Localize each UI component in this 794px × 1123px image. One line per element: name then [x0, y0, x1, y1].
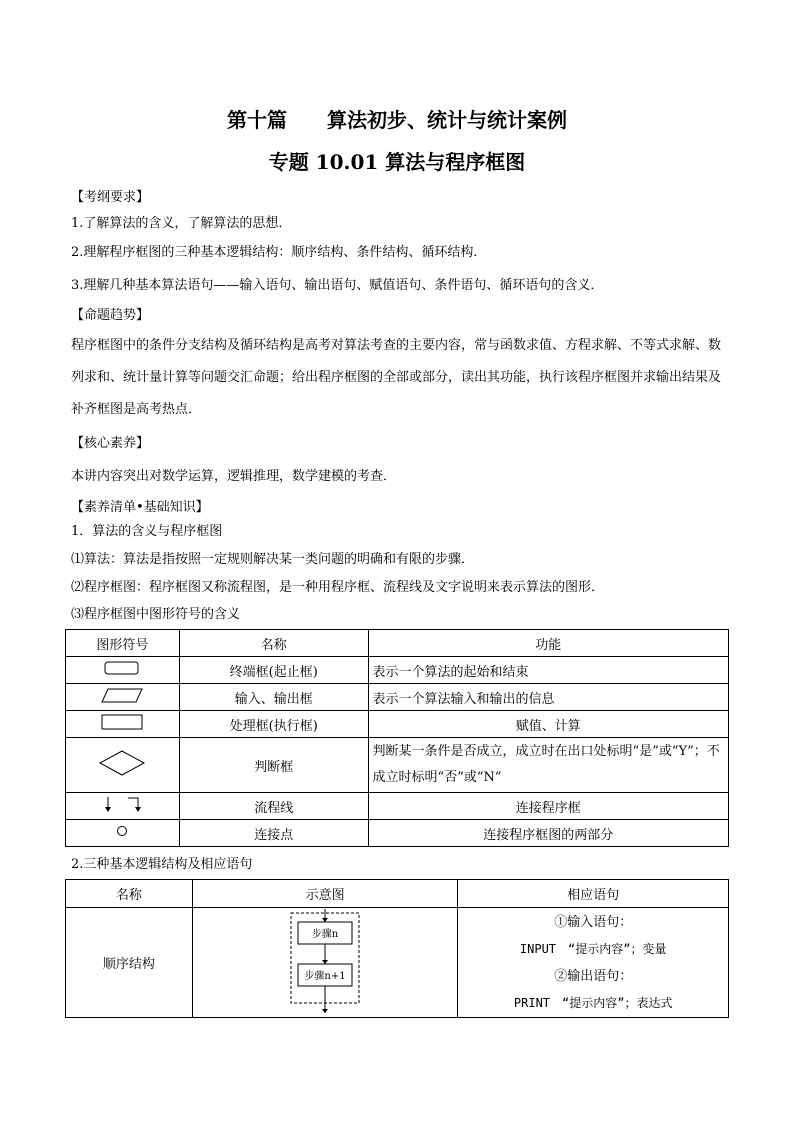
connector-symbol	[66, 820, 180, 847]
section-1-p3: ⑶程序框图中图形符号的含义	[71, 607, 241, 622]
terminal-box-symbol	[66, 657, 180, 684]
decision-box-symbol	[66, 738, 180, 793]
section-2-title: 2.三种基本逻辑结构及相应语句	[71, 857, 253, 872]
circle-icon	[112, 823, 132, 839]
kgyq-item-2: 2.理解程序框图的三种基本逻辑结构：顺序结构、条件结构、循环结构．	[71, 245, 487, 260]
process-box-symbol	[66, 711, 180, 738]
row-name: 判断框	[179, 738, 368, 793]
step-n1-label: 步骤n+1	[304, 970, 346, 982]
table-row	[66, 738, 729, 793]
mtqs-paragraph: 程序框图中的条件分支结构及循环结构是高考对算法考查的主要内容，常与函数求值、方程求解、不等式求解、数列求和、统计量计算等问题交汇命题；给出程序框图的全部或部分，读出其功能，执行该程序框图并求输出结果及补齐框图是高考热点．	[71, 338, 722, 417]
statements-cell	[458, 908, 729, 1018]
io-box-symbol	[66, 684, 180, 711]
rounded-rect-icon	[102, 659, 142, 677]
symbol-table	[65, 629, 729, 847]
row-name: 处理框(执行框)	[179, 711, 368, 738]
kgyq-item-1: 1.了解算法的含义，了解算法的思想．	[71, 216, 292, 231]
output-statement-label: ②输出语句：	[554, 968, 633, 984]
row-function: 表示一个算法的起始和结束	[368, 657, 728, 684]
header-name: 名称	[179, 630, 368, 657]
arrow-lines-icon	[100, 794, 144, 814]
flow-line-symbol	[66, 793, 180, 820]
table-header-row	[66, 880, 729, 908]
header-statements: 相应语句	[458, 880, 729, 908]
structure-table	[65, 879, 729, 1018]
header-diagram: 示意图	[192, 880, 458, 908]
topic-title: 专题 10.01 算法与程序框图	[268, 150, 526, 174]
row-name: 输入、输出框	[179, 684, 368, 711]
hxsy-heading: 【核心素养】	[71, 436, 150, 451]
input-statement: INPUT “提示内容”；变量	[519, 941, 667, 956]
table-row	[66, 908, 729, 1018]
input-statement-label: ①输入语句：	[554, 914, 633, 930]
header-name: 名称	[66, 880, 193, 908]
table-row	[66, 711, 729, 738]
kgyq-heading: 【考纲要求】	[71, 190, 150, 205]
diamond-icon	[98, 749, 146, 777]
table-row	[66, 793, 729, 820]
row-function: 赋值、计算	[368, 711, 728, 738]
structure-name: 顺序结构	[66, 908, 193, 1018]
rectangle-icon	[100, 713, 144, 731]
sequence-diagram-cell	[192, 908, 458, 1018]
hxsy-paragraph: 本讲内容突出对数学运算，逻辑推理，数学建模的考查．	[71, 469, 397, 484]
step-n-label: 步骤n	[311, 928, 339, 940]
sequence-diagram	[285, 909, 365, 1013]
row-function: 连接程序框图的两部分	[368, 820, 728, 847]
row-name: 流程线	[179, 793, 368, 820]
parallelogram-icon	[100, 686, 144, 704]
table-row	[66, 820, 729, 847]
table-row	[66, 657, 729, 684]
section-1-p2: ⑵程序框图：程序框图又称流程图，是一种用程序框、流程线及文字说明来表示算法的图形．	[71, 580, 605, 595]
row-name: 连接点	[179, 820, 368, 847]
mtqs-heading: 【命题趋势】	[71, 308, 150, 323]
chapter-title: 第十篇 算法初步、统计与统计案例	[227, 108, 567, 132]
row-function: 表示一个算法输入和输出的信息	[368, 684, 728, 711]
kgyq-item-3: 3.理解几种基本算法语句——输入语句、输出语句、赋值语句、条件语句、循环语句的含义．	[71, 278, 604, 293]
section-1-title: 1．算法的含义与程序框图	[71, 524, 223, 539]
row-function: 判断某一条件是否成立，成立时在出口处标明“是”或“Y”；不成立时标明“否”或“N”	[368, 738, 728, 793]
header-function: 功能	[368, 630, 728, 657]
table-header-row	[66, 630, 729, 657]
output-statement: PRINT “提示内容”；表达式	[513, 995, 673, 1010]
row-function: 连接程序框	[368, 793, 728, 820]
syqd-heading: 【素养清单•基础知识】	[71, 500, 209, 515]
header-symbol: 图形符号	[66, 630, 180, 657]
table-row	[66, 684, 729, 711]
row-name: 终端框(起止框)	[179, 657, 368, 684]
section-1-p1: ⑴算法：算法是指按照一定规则解决某一类问题的明确和有限的步骤．	[71, 552, 475, 567]
